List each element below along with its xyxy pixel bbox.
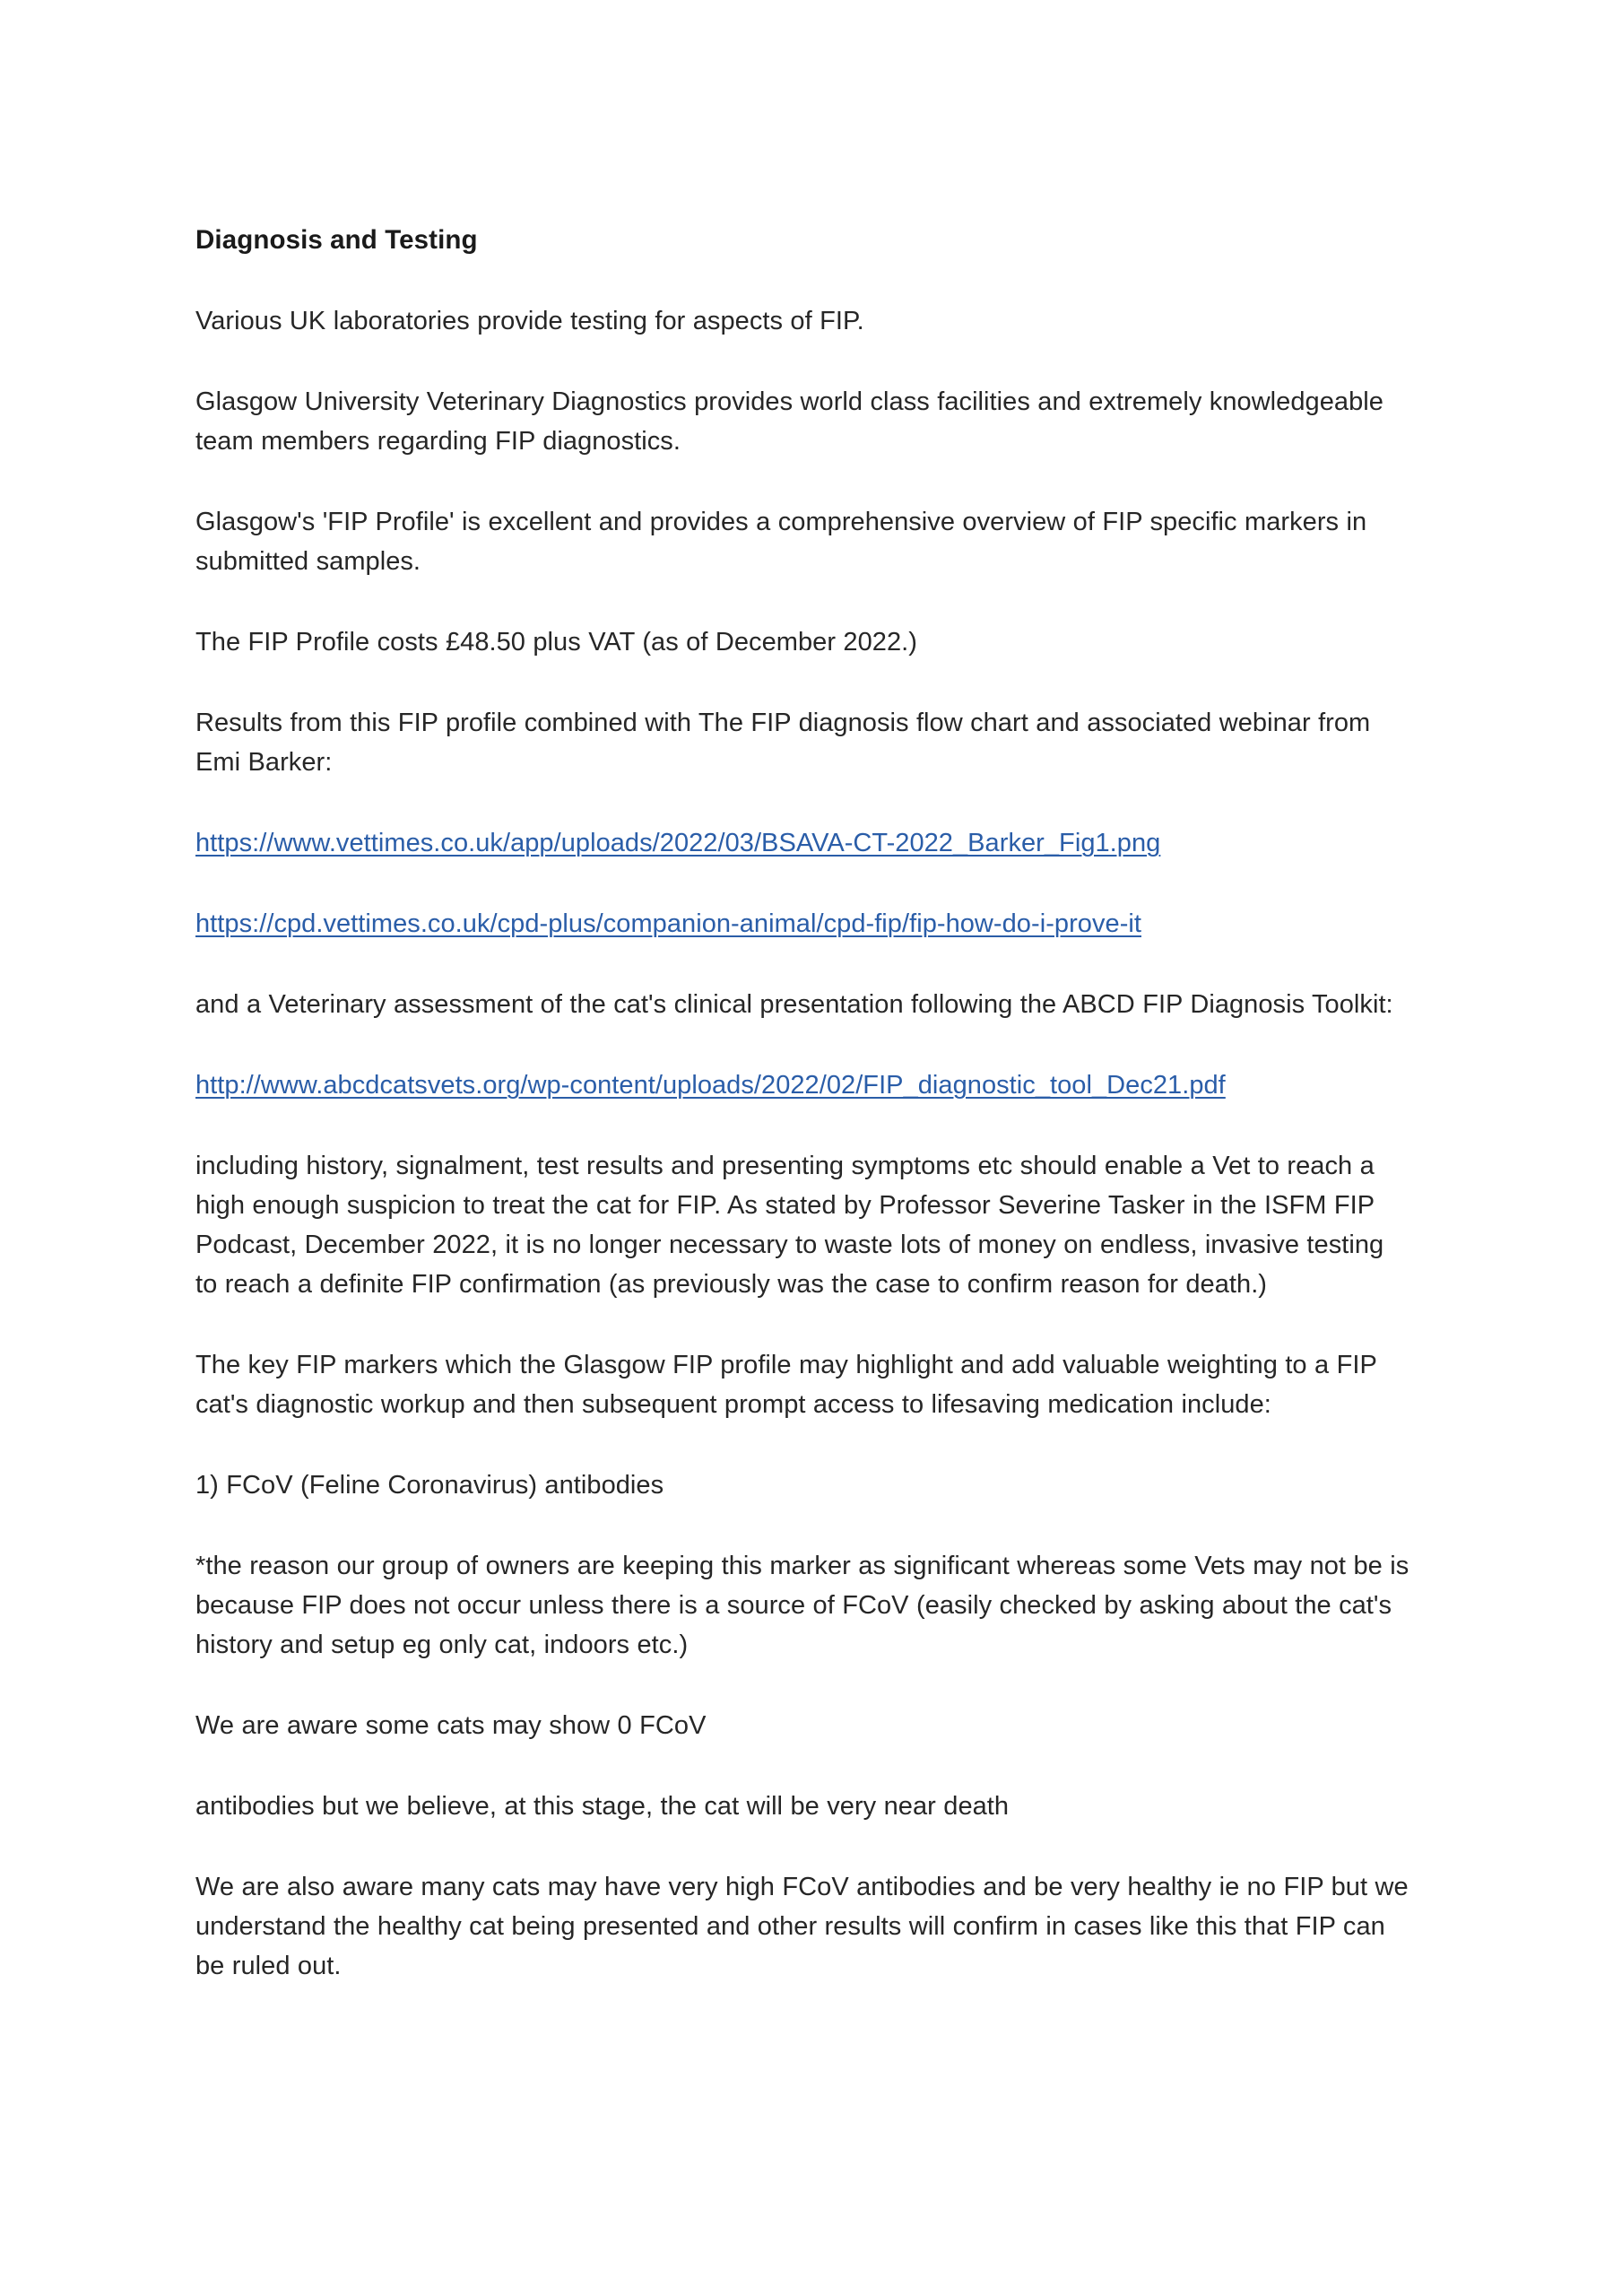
- para-results-flow-chart: Results from this FIP profile combined with The FIP diagnosis flow chart and associated webinar from Emi Barker:: [195, 709, 1371, 777]
- link-abcdcatsvets-diagnostic-tool[interactable]: http://www.abcdcatsvets.org/wp-content/uploads/2022/02/FIP_diagnostic_tool_Dec21.pdf: [195, 1071, 1226, 1100]
- document-blocks: [195, 301, 1411, 1986]
- para-key-fip-markers: The key FIP markers which the Glasgow FIP profile may highlight and add valuable weighting to a FIP cat's diagnostic workup and then subsequent prompt access to lifesaving medication include:: [195, 1351, 1377, 1419]
- para-fip-profile-cost: The FIP Profile costs £48.50 plus VAT (as of December 2022.): [195, 628, 917, 657]
- para-glasgow-university: Glasgow University Veterinary Diagnostics provides world class facilities and extremely knowledgeable team members regarding FIP diagnostics.: [195, 387, 1383, 456]
- para-including-history-signalment: including history, signalment, test results and presenting symptoms etc should enable a Vet to reach a high enough suspicion to treat the cat for FIP. As stated by Professor Severine Tasker in the ISFM FIP Podcast, December 2022, it is no longer necessary to waste lots of money on endless, invasive testing to reach a definite FIP confirmation (as previously was the case to confirm reason for death.): [195, 1152, 1384, 1299]
- para-veterinary-assessment-abcd: and a Veterinary assessment of the cat's clinical presentation following the ABCD FIP Diagnosis Toolkit:: [195, 990, 1393, 1019]
- para-aware-zero-fcov: We are aware some cats may show 0 FCoV: [195, 1711, 707, 1740]
- para-marker-1-fcov-antibodies: 1) FCoV (Feline Coronavirus) antibodies: [195, 1471, 664, 1500]
- para-various-uk-laboratories: Various UK laboratories provide testing for aspects of FIP.: [195, 307, 864, 335]
- para-antibodies-near-death: antibodies but we believe, at this stage, the cat will be very near death: [195, 1792, 1010, 1821]
- link-vettimes-barker-fig1[interactable]: https://www.vettimes.co.uk/app/uploads/2022/03/BSAVA-CT-2022_Barker_Fig1.png: [195, 829, 1161, 857]
- page-title: Diagnosis and Testing: [195, 225, 478, 255]
- para-high-fcov-healthy: We are also aware many cats may have very high FCoV antibodies and be very healthy ie no FIP but we understand the healthy cat being presented and other results will confirm in cases like this that FIP can be ruled out.: [195, 1873, 1409, 1980]
- link-cpd-vettimes-fip-prove-it[interactable]: https://cpd.vettimes.co.uk/cpd-plus/companion-animal/cpd-fip/fip-how-do-i-prove-it: [195, 909, 1141, 938]
- para-reason-marker-significant: *the reason our group of owners are keeping this marker as significant whereas some Vets may not be is because FIP does not occur unless there is a source of FCoV (easily checked by asking about the cat's history and setup eg only cat, indoors etc.): [195, 1552, 1409, 1659]
- para-glasgow-fip-profile: Glasgow's 'FIP Profile' is excellent and provides a comprehensive overview of FIP specific markers in submitted samples.: [195, 508, 1367, 576]
- document-body: [195, 221, 1411, 1986]
